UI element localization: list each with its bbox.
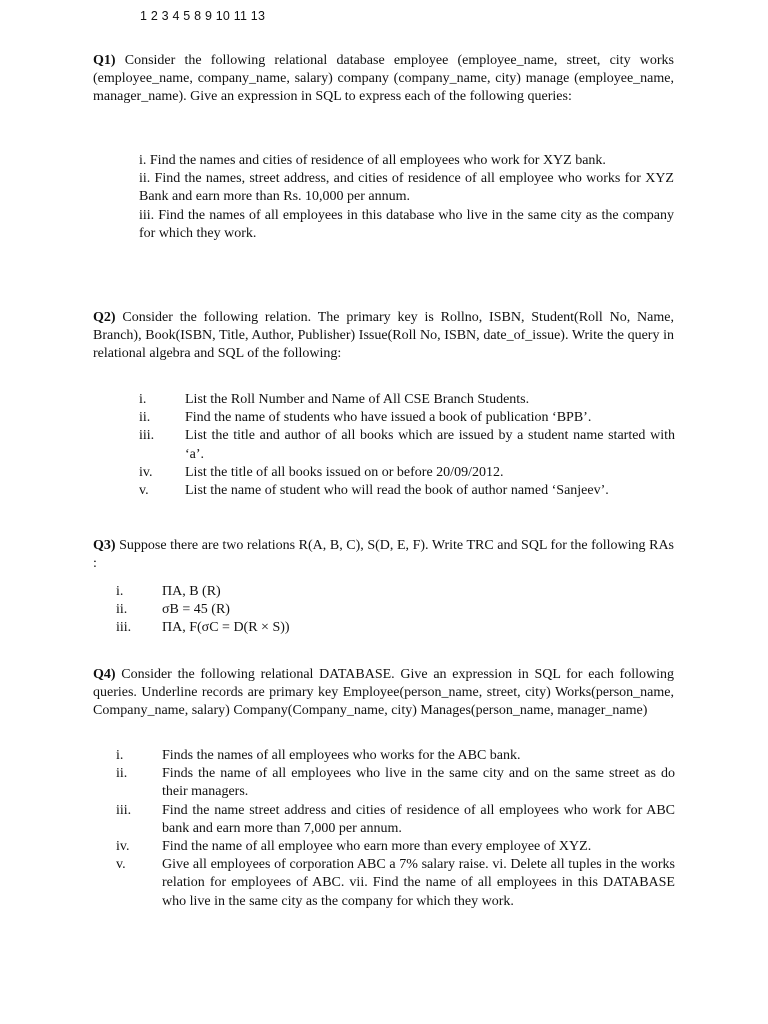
list-item [116,747,675,765]
list-item [139,427,675,463]
list-item: ii. Find the names, street address, and cities of residence of all employee who works for XYZ Bank and earn more than Rs. 10,000 per annum. [139,171,674,205]
list-item [139,482,675,500]
question-3-items [116,583,416,638]
question-1 [93,52,674,107]
question-3-label: Q3) [93,538,116,553]
question-3-text: Suppose there are two relations R(A, B, C), S(D, E, F). Write TRC and SQL for the following RAs : [93,538,674,572]
question-3 [93,537,674,573]
item-number: ii. [116,766,128,782]
item-text: Find the name of all employee who earn more than every employee of XYZ. [162,839,592,855]
list-item [116,601,416,619]
item-number: i. [139,392,147,407]
item-number: v. [116,857,126,873]
question-2-label: Q2) [93,310,116,325]
item-text: Finds the name of all employees who live in the same city and on the same street as do their managers. [162,766,675,800]
list-item [139,464,675,482]
question-2-items [139,391,675,500]
item-number: i. [116,584,124,599]
item-text: ΠA, F(σC = D(R × S)) [162,620,290,636]
item-number: iv. [139,464,153,480]
list-item [116,856,675,911]
item-number: iv. [116,839,130,855]
question-2-text: Consider the following relation. The primary key is Rollno, ISBN, Student(Roll No, Name, Branch), Book(ISBN, Title, Author, Publisher) Issue(Roll No, ISBN, date_of_issue). Write the query in relational algebra and SQL of the following: [93,310,674,362]
question-4-label: Q4) [93,667,116,682]
list-item [139,409,675,427]
item-text: ΠA, B (R) [162,584,221,599]
item-text: Give all employees of corporation ABC a 7% salary raise. vi. Delete all tuples in the works relation for employees of ABC. vii. Find the name of all employees in this DATABASE who live in the same city as the company for which they work. [162,857,675,909]
list-item [116,619,416,637]
question-1-label: Q1) [93,53,116,68]
list-item [116,838,675,856]
question-4 [93,666,674,721]
question-1-items [139,152,674,243]
item-text: List the title of all books issued on or before 20/09/2012. [185,464,504,480]
item-number: v. [139,483,149,499]
item-text: Finds the names of all employees who works for the ABC bank. [162,748,521,763]
question-4-text: Consider the following relational DATABASE. Give an expression in SQL for each following queries. Underline records are primary key Employee(person_name, street, city) Works(person_name, Company_name, salary) Company(Company_name, city) Manages(person_name, manager_name) [93,667,674,719]
list-item [116,765,675,801]
question-1-text: Consider the following relational database employee (employee_name, street, city works (employee_name, company_name, salary) company (company_name, city) manage (employee_name, manager_name). Give an expression in SQL to express each of the following queries: [93,53,674,105]
list-item [139,391,675,409]
question-2 [93,309,674,364]
item-number: ii. [139,410,151,426]
question-4-items [116,747,675,911]
item-text: Find the name of students who have issued a book of publication ‘BPB’. [185,410,592,426]
item-number: iii. [139,428,155,444]
item-number: ii. [116,602,128,618]
list-item: i. Find the names and cities of residence of all employees who work for XYZ bank. [139,153,606,168]
list-item [116,583,416,601]
list-item: iii. Find the names of all employees in this database who live in the same city as the company for which they work. [139,207,674,241]
item-text: σB = 45 (R) [162,602,230,618]
item-text: Find the name street address and cities of residence of all employees who work for ABC bank and earn more than 7,000 per annum. [162,802,675,836]
item-text: List the Roll Number and Name of All CSE Branch Students. [185,392,530,407]
list-item [116,802,675,838]
item-number: iii. [116,802,132,818]
item-text: List the title and author of all books which are issued by a student name started with ‘a’. [185,428,675,462]
page-number-list: 1 2 3 4 5 8 9 10 11 13 [140,9,266,23]
item-number: iii. [116,620,132,636]
item-text: List the name of student who will read the book of author named ‘Sanjeev’. [185,483,609,499]
item-number: i. [116,748,124,763]
